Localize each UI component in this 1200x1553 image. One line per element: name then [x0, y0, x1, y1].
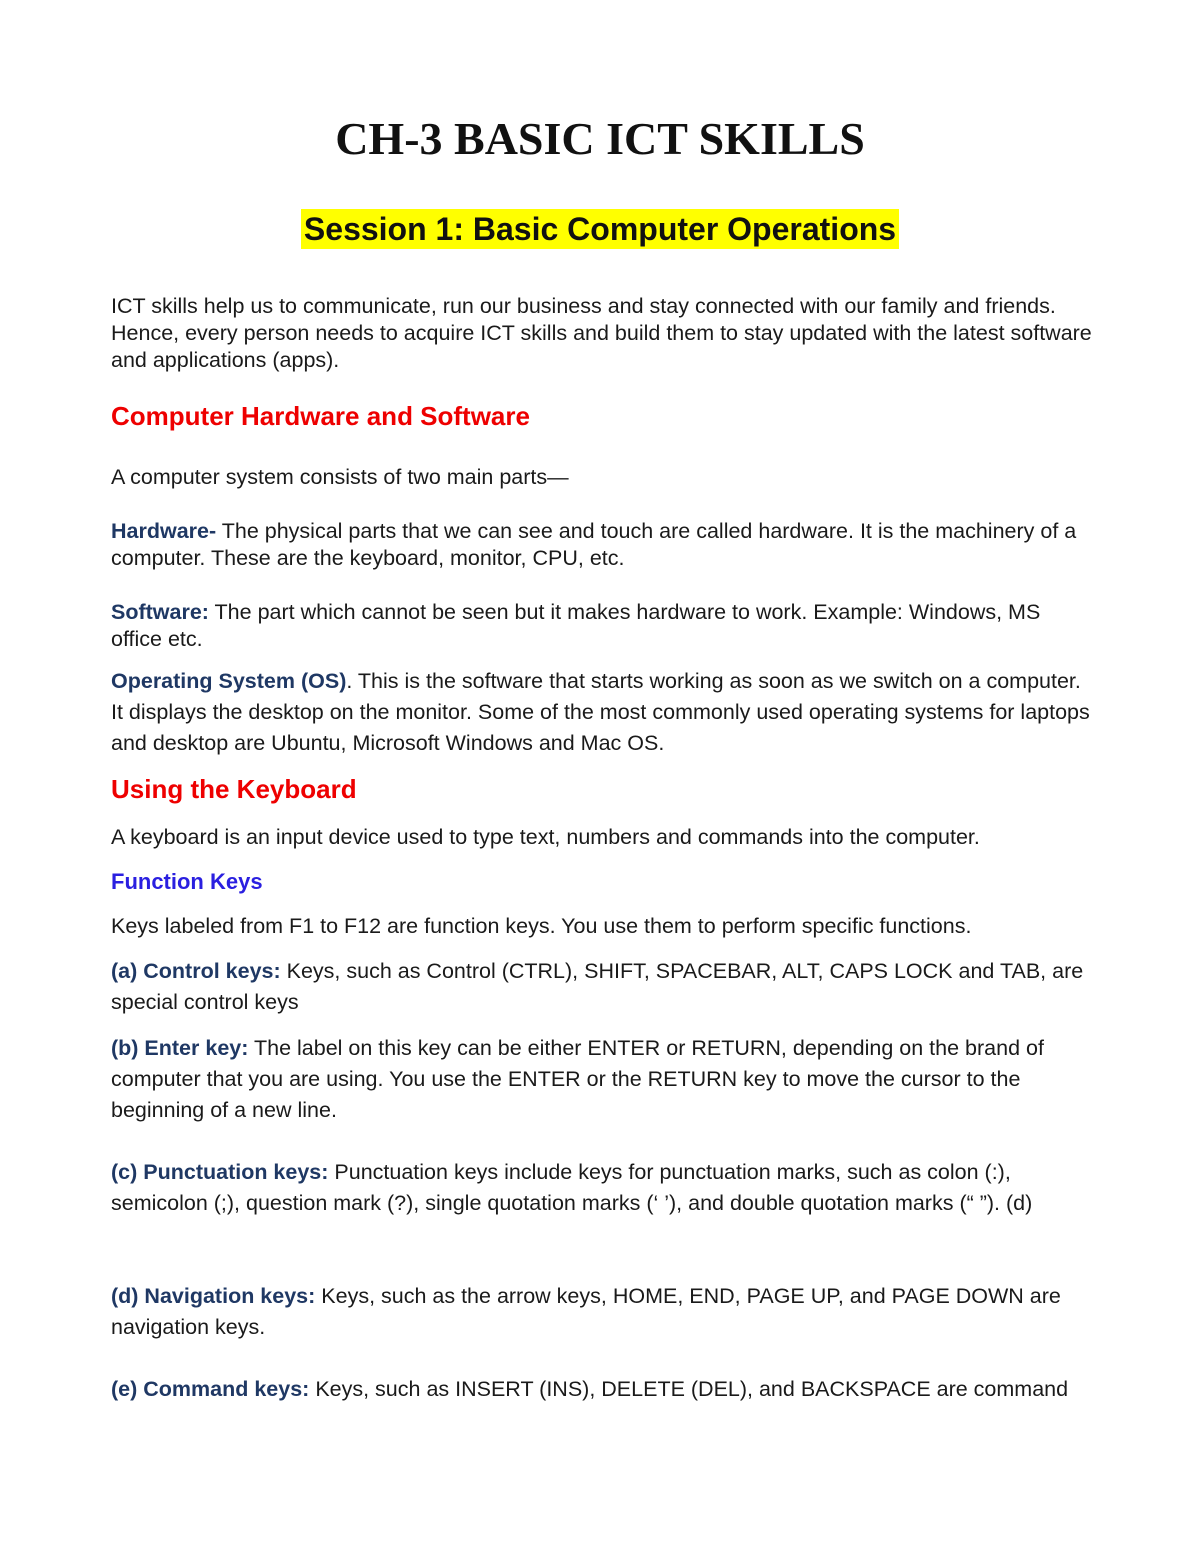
session-heading-line	[0, 211, 1200, 248]
keyboard-intro: A keyboard is an input device used to type text, numbers and commands into the computer.	[111, 825, 980, 849]
control-keys-paragraph	[111, 956, 1096, 1018]
function-keys-text: Keys labeled from F1 to F12 are function keys. You use them to perform specific functions.	[111, 914, 972, 938]
function-keys-heading: Function Keys	[111, 869, 263, 894]
enter-key-term: (b) Enter key:	[111, 1036, 249, 1060]
command-keys-paragraph	[111, 1374, 1096, 1405]
hardware-term: Hardware-	[111, 519, 217, 543]
software-paragraph	[111, 599, 1096, 653]
document-title: CH-3 BASIC ICT SKILLS	[335, 113, 865, 164]
software-term: Software:	[111, 600, 209, 624]
intro-paragraph: ICT skills help us to communicate, run our business and stay connected with our family and friends. Hence, every person needs to acquire ICT skills and build them to stay updated with the latest software and applications (apps).	[111, 294, 1092, 372]
os-text: . This is the software that starts working as soon as we switch on a computer. It displays the desktop on the monitor. Some of the most commonly used operating systems for laptops and desktop are Ubuntu, Microsoft Windows and Mac OS.	[111, 669, 1090, 755]
command-keys-text: Keys, such as INSERT (INS), DELETE (DEL), and BACKSPACE are command	[309, 1377, 1069, 1401]
enter-key-text: The label on this key can be either ENTER or RETURN, depending on the brand of computer that you are using. You use the ENTER or the RETURN key to move the cursor to the beginning of a new line.	[111, 1036, 1044, 1122]
system-parts-text: A computer system consists of two main parts—	[111, 465, 569, 489]
software-text: The part which cannot be seen but it makes hardware to work. Example: Windows, MS office etc.	[111, 600, 1041, 651]
command-keys-term: (e) Command keys:	[111, 1377, 310, 1401]
os-term: Operating System (OS)	[111, 669, 347, 693]
hardware-text: The physical parts that we can see and touch are called hardware. It is the machinery of a computer. These are the keyboard, monitor, CPU, etc.	[111, 519, 1077, 570]
navigation-keys-term: (d) Navigation keys:	[111, 1284, 316, 1308]
control-keys-text: Keys, such as Control (CTRL), SHIFT, SPACEBAR, ALT, CAPS LOCK and TAB, are special control keys	[111, 959, 1084, 1014]
keyboard-heading: Using the Keyboard	[111, 774, 357, 804]
hardware-paragraph	[111, 518, 1096, 572]
punctuation-keys-term: (c) Punctuation keys:	[111, 1160, 329, 1184]
navigation-keys-paragraph	[111, 1281, 1096, 1343]
os-paragraph	[111, 666, 1096, 759]
session-heading: Session 1: Basic Computer Operations	[301, 209, 899, 249]
control-keys-term: (a) Control keys:	[111, 959, 281, 983]
hardware-software-heading: Computer Hardware and Software	[111, 401, 530, 431]
punctuation-keys-text: Punctuation keys include keys for punctuation marks, such as colon (:), semicolon (;), question mark (?), single quotation marks (‘ ’), and double quotation marks (“ ”). (d)	[111, 1160, 1033, 1215]
punctuation-keys-paragraph	[111, 1157, 1096, 1219]
enter-key-paragraph	[111, 1033, 1096, 1126]
navigation-keys-text: Keys, such as the arrow keys, HOME, END, PAGE UP, and PAGE DOWN are navigation keys.	[111, 1284, 1061, 1339]
